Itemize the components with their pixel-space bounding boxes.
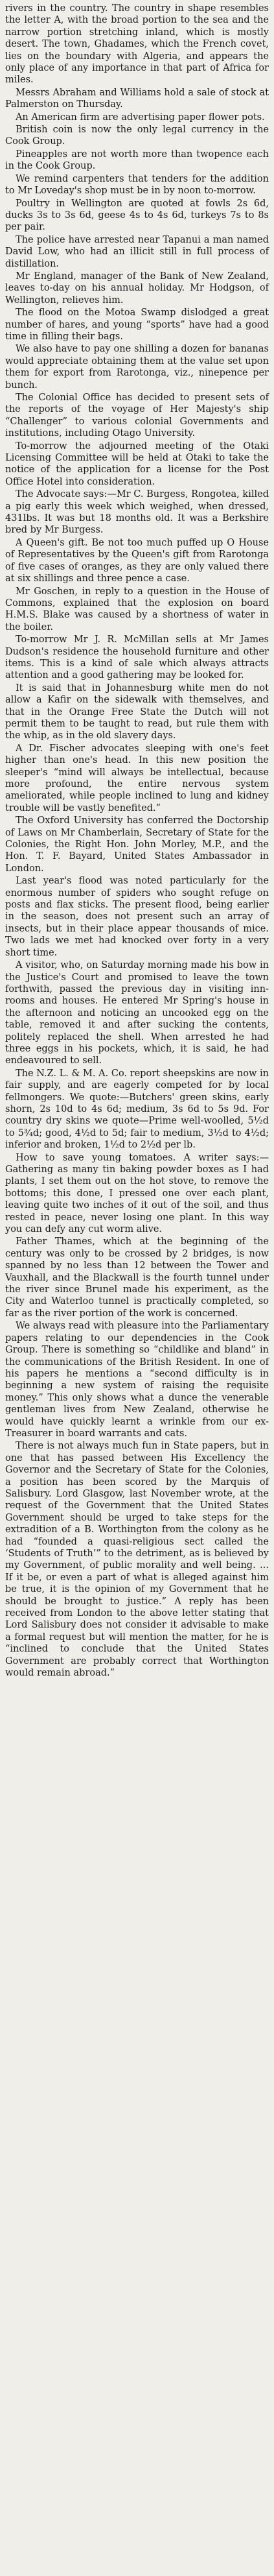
paragraph-challenger-reports: The Colonial Office has decided to present sets of the reports of the voyage of Her Majesty's ship “Challenger” to various colonial Governments and institutions, including Otago University. [5, 392, 269, 439]
paragraph-illicit-still: The police have arrested near Tapanui a man named David Low, who had an illicit still in full process of distillation. [5, 234, 269, 269]
paragraph-goschen-blake: Mr Goschen, in reply to a question in the House of Commons, explained that the explosion on board H.M.S. Blake was caused by a shortness of water in the boiler. [5, 586, 269, 632]
paragraph-oxford-doctorship: The Oxford University has conferred the Doctorship of Laws on Mr Chamberlain, Secretary of State for the Colonies, the Right Hon. John Morley, M.P., and the Hon. T. F. Bayard, United States Ambassador in London. [5, 815, 269, 874]
paragraph-dr-fischer: A Dr. Fischer advocates sleeping with one's feet higher than one's head. In this new position the sleeper's “mind will always be intellectual, because more profound, the entire nervous system ameliorated, while people inclined to lung and kidney trouble will be vastly benefited.” [5, 743, 269, 813]
paragraph-thames-bridges: Father Thames, which at the beginning of the century was only to be crossed by 2 bridges, is now spanned by no less than 12 between the Tower and Vauxhall, and the Blackwall is the fourth tunnel under the river since Brunel made his experiment, as the City and Waterloo tunnel is practically completed, so far as the river portion of the work is concerned. [5, 1236, 269, 1319]
paragraph-motoa-flood: The flood on the Motoa Swamp dislodged a great number of hares, and young “sports” have had a good time in filling their bags. [5, 307, 269, 342]
paragraph-mcmillan-sale: To-morrow Mr J. R. McMillan sells at Mr James Dudson's residence the household furniture and other items. This is a kind of sale which always attracts attention and a good gathering may be looked for. [5, 634, 269, 681]
paragraph-johannesburg: It is said that in Johannesburg white men do not allow a Kafir on the sidewalk with themselves, and that in the Orange Free State the Dutch will not permit them to be taught to read, but rule them with the whip, as in the old slavery days. [5, 682, 269, 741]
paragraph-bank-manager: Mr England, manager of the Bank of New Zealand, leaves to-day on his annual holiday. Mr Hodgson, of Wellington, relieves him. [5, 271, 269, 306]
paragraph-egg-visitor: A visitor, who, on Saturday morning made his bow in the Justice's Court and promised to leave the town forthwith, passed the previous day in visiting inn-rooms and houses. He entered Mr Spring's house in the afternoon and noticing an uncooked egg on the table, removed it and after sucking the contents, politely replaced the shell. When arrested he had three eggs in his pockets, which, it is said, he had endeavoured to sell. [5, 960, 269, 1066]
paragraph-poultry-prices: Poultry in Wellington are quoted at fowls 2s 6d, ducks 3s to 3s 6d, geese 4s to 4s 6d, turkeys 7s to 8s per pair. [5, 198, 269, 233]
paragraph-pineapples: Pineapples are not worth more than twopence each in the Cook Group. [5, 149, 269, 172]
paragraph-stock-sale: Messrs Abraham and Williams hold a sale of stock at Palmerston on Thursday. [5, 87, 269, 110]
paragraph-bananas: We also have to pay one shilling a dozen for bananas would appreciate obtaining them at the value set upon them for export from Rarotonga, viz., ninepence per bunch. [5, 344, 269, 391]
paragraph-sheepskins: The N.Z. L. & M. A. Co. report sheepskins are now in fair supply, and are eagerly competed for by local fellmongers. We quote:—Butchers' green skins, early shorn, 2s 10d to 4s 6d; medium, 3s 6d to 5s 9d. For country dry skins we quote—Prime well-woolled, 5½d to 5¾d; good, 4½d to 5d; fair to medium, 3½d to 4½d; inferior and broken, 1½d to 2½d per lb. [5, 1068, 269, 1151]
paragraph-tenders: We remind carpenters that tenders for the addition to Mr Loveday's shop must be in by noon to-morrow. [5, 173, 269, 197]
paragraph-young-tomatoes: How to save young tomatoes. A writer says:—Gathering as many tin baking powder boxes as I had plants, I set them out on the hot stove, to remove the bottoms; this done, I pressed one over each plant, leaving quite two inches of it out of the soil, and thus rested in peace, never losing one plant. In this way you can defy any cut worm alive. [5, 1152, 269, 1235]
paragraph-british-coin: British coin is now the only legal currency in the Cook Group. [5, 125, 269, 147]
paragraph-spiders-mice: Last year's flood was noted particularly for the enormous number of spiders who sought refuge on posts and flax sticks. The present flood, being earlier in the season, does not present such an array of insects, but in their place appear thousands of mice. Two lads we met had knocked over forty in a very short time. [5, 876, 269, 958]
paragraph-french-africa: rivers in the country. The country in shape resembles the letter A, with the broad portion to the sea and the narrow portion stretching inland, which is mostly desert. The town, Ghadames, which the French covet, lies on the boundary with Algeria, and appears the only place of any importance in that part of Africa for miles. [5, 3, 269, 86]
paragraph-otaki-licensing: To-morrow the adjourned meeting of the Otaki Licensing Committee will be held at Otaki to take the notice of the application for a license for the Post Office Hotel into consideration. [5, 440, 269, 487]
paragraph-flower-pots: An American firm are advertising paper flower pots. [15, 112, 265, 123]
paragraph-queens-gift: A Queen's gift. Be not too much puffed up O House of Representatives by the Queen's gift from Rarotonga of five cases of oranges, as they are only valued there at six shillings and three pence a case. [5, 537, 269, 584]
paragraph-advocate-pig: The Advocate says:—Mr C. Burgess, Rongotea, killed a pig early this week which weighed, when dressed, 431lbs. It was but 18 months old. It was a Berkshire bred by Mr Burgess. [5, 489, 269, 536]
paragraph-cook-group-papers: We always read with pleasure into the Parliamentary papers relating to our dependencies in the Cook Group. There is something so “childlike and bland” in the communications of the British Resident. In one of his papers he mentions a “second difficulty is in beginning a new system of raising the requisite money.” This only shows what a dunce the venerable gentleman lives from New Zealand, otherwise he would have quickly learnt a wrinkle from our ex-Treasurer in board warrants and cats. [5, 1321, 269, 1439]
paragraph-state-papers: There is not always much fun in State papers, but in one that has passed between His Excellency the Governor and the Secretary of State for the Colonies, a position has been scored by the Marquis of Salisbury. Lord Glasgow, last November wrote, at the request of the Government that the United States Government should be urged to take steps for the extradition of a B. Worthington from the colony as he had “founded a quasi-religious sect called the ‘Students of Truth’” to the detriment, as is believed by my Government, of public morality and well being. ... If it be, or even a part of what is alleged against him be true, it is the opinion of my Government that he should be brought to justice.” A reply has been received from London to the above letter stating that Lord Salisbury does not consider it advisable to make a formal request but will mention the matter, for he is “inclined to conclude that the United States Government are probably correct that Worthington would remain abroad.” [5, 1441, 269, 1679]
